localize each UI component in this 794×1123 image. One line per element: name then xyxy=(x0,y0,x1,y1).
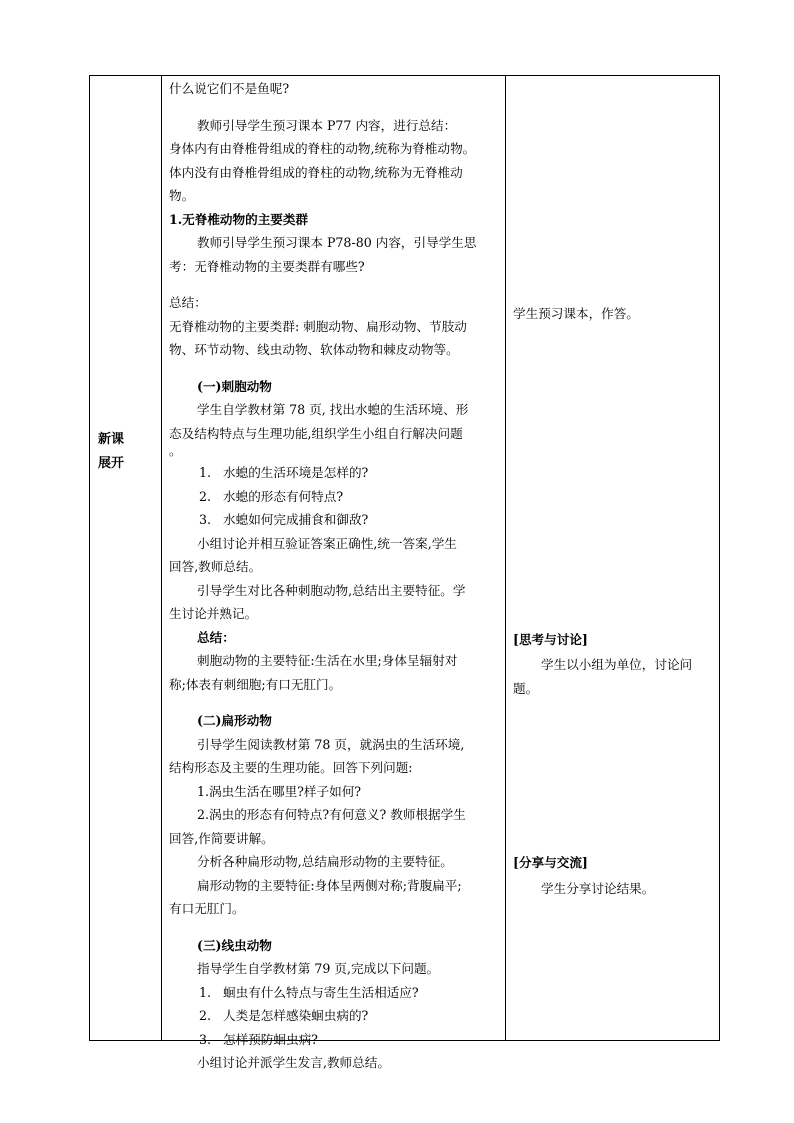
list-item-text: 水螅的形态有何特点? xyxy=(223,488,344,504)
list-number: 1. xyxy=(199,465,212,480)
text-line: 考：无脊椎动物的主要类群有哪些? xyxy=(169,258,365,274)
text-line: 物。 xyxy=(169,188,195,203)
text-line: 态及结构特点与生理功能,组织学生小组自行解决问题 xyxy=(169,425,463,441)
list-item-text: 怎样预防蛔虫病? xyxy=(223,1031,318,1047)
section-heading: 1.无脊椎动物的主要类群 xyxy=(169,211,309,227)
discussion-text: 学生以小组为单位，讨论问 xyxy=(541,657,693,672)
list-number: 3. xyxy=(199,1031,212,1047)
table-row xyxy=(90,76,720,1041)
text-line: 小组讨论并相互验证答案正确性,统一答案,学生 xyxy=(197,535,457,551)
list-number: 3. xyxy=(199,512,212,527)
list-item xyxy=(169,981,505,1005)
text-line: 结构形态及主要的生理功能。回答下列问题: xyxy=(169,760,413,775)
list-item xyxy=(169,485,505,509)
subsection-heading: (二)扁形动物 xyxy=(197,713,272,728)
list-item-text: 人类是怎样感染蛔虫病的? xyxy=(223,1008,369,1023)
text-line: 刺胞动物的主要特征:生活在水里;身体呈辐射对 xyxy=(197,653,458,668)
section-label-line2: 展开 xyxy=(98,456,125,471)
list-item-text: 水螅如何完成捕食和御敌? xyxy=(223,512,369,527)
summary-label: 总结： xyxy=(169,295,207,310)
text-line: 回答,作简要讲解。 xyxy=(169,830,274,846)
summary-label: 总结： xyxy=(197,629,235,645)
text-line: 扁形动物的主要特征:身体呈两侧对称;背腹扁平; xyxy=(197,877,462,893)
section-label xyxy=(98,428,124,476)
text-line: 引导学生对比各种刺胞动物,总结出主要特征。学 xyxy=(197,582,466,598)
text-line: 指导学生自学教材第 79 页,完成以下问题。 xyxy=(197,961,440,976)
text-line: 身体内有由脊椎骨组成的脊柱的动物,统称为脊椎动物。 xyxy=(169,141,476,156)
text-line: 2.涡虫的形态有何特点?有何意义? 教师根据学生 xyxy=(197,807,466,822)
text-line: 学生自学教材第 78 页, 找出水螅的生活环境、形 xyxy=(197,402,469,417)
text-line: 1.涡虫生活在哪里?样子如何? xyxy=(197,783,362,799)
list-item xyxy=(169,1028,505,1052)
text-line: 无脊椎动物的主要类群: 刺胞动物、扁形动物、节肢动 xyxy=(169,318,467,334)
list-item-text: 水螅的生活环境是怎样的? xyxy=(223,465,369,480)
discussion-text: 题。 xyxy=(513,681,539,696)
list-number: 2. xyxy=(199,488,212,504)
text-line: 分析各种扁形动物,总结扁形动物的主要特征。 xyxy=(197,854,453,869)
list-item xyxy=(169,508,505,532)
student-activity-cell xyxy=(506,76,720,1041)
section-label-cell xyxy=(90,76,162,1041)
text-line: 体内没有由脊椎骨组成的脊柱的动物,统称为无脊椎动 xyxy=(169,164,463,180)
teacher-activity-cell xyxy=(162,76,506,1070)
list-item xyxy=(169,1004,505,1028)
subsection-heading: (一)刺胞动物 xyxy=(197,378,272,394)
student-answer: 学生预习课本，作答。 xyxy=(513,306,639,321)
lesson-plan-table xyxy=(89,75,720,1070)
list-item-text: 蛔虫有什么特点与寄生生活相适应? xyxy=(223,984,419,1000)
text-line: 。 xyxy=(169,443,182,458)
list-number: 2. xyxy=(199,1008,212,1023)
section-label-line1: 新课 xyxy=(98,432,125,447)
subsection-heading: (三)线虫动物 xyxy=(197,937,272,953)
text-line: 什么说它们不是鱼呢? xyxy=(169,81,290,96)
discussion-heading: [思考与讨论] xyxy=(513,632,588,647)
teacher-activity-content xyxy=(169,77,505,1075)
text-line: 教师引导学生预习课本 P78-80 内容，引导学生思 xyxy=(197,235,477,250)
text-line: 引导学生阅读教材第 78 页，就涡虫的生活环境, xyxy=(197,736,465,752)
text-line: 有口无肛门。 xyxy=(169,901,245,916)
share-text: 学生分享讨论结果。 xyxy=(541,881,655,896)
share-heading: [分享与交流] xyxy=(513,855,588,870)
text-line: 小组讨论并派学生发言,教师总结。 xyxy=(197,1055,390,1070)
text-line: 物、环节动物、线虫动物、软体动物和棘皮动物等。 xyxy=(169,342,459,357)
text-line: 称;体表有刺细胞;有口无肛门。 xyxy=(169,676,342,692)
text-line: 生讨论并熟记。 xyxy=(169,606,258,621)
list-item xyxy=(169,461,505,485)
list-number: 1. xyxy=(199,984,212,1000)
text-line: 教师引导学生预习课本 P77 内容，进行总结： xyxy=(197,117,457,133)
text-line: 回答,教师总结。 xyxy=(169,559,262,574)
